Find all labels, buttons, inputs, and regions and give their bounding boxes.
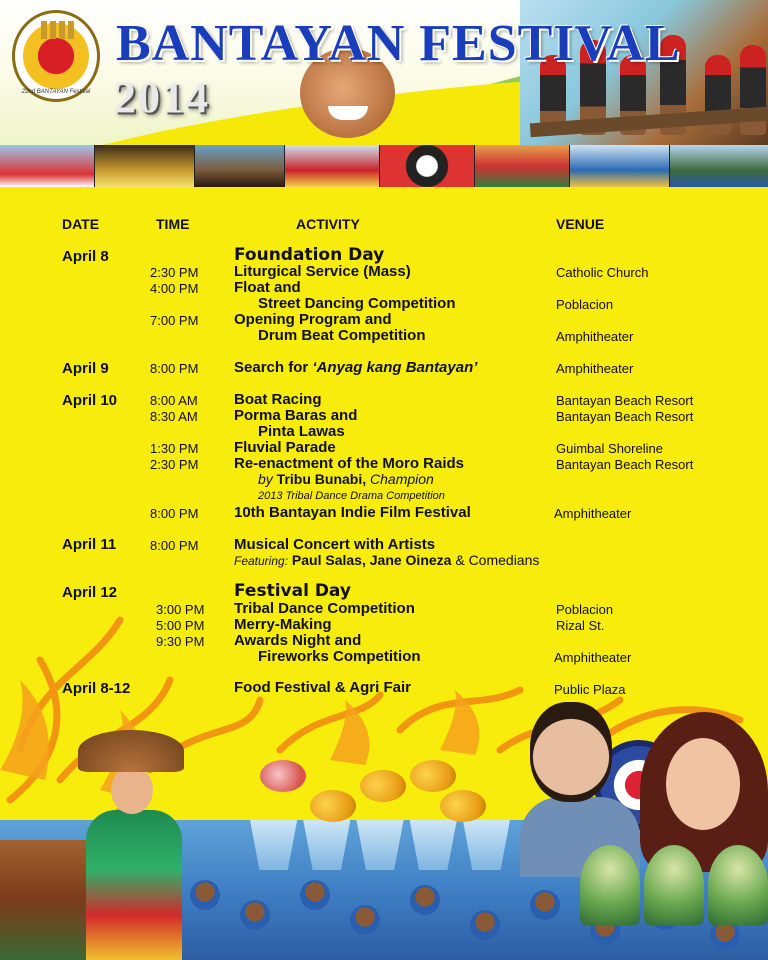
featured-rest: & Comedians	[451, 552, 540, 568]
featuring-label: Featuring:	[234, 554, 289, 568]
activity-continued: Street Dancing Competition	[258, 295, 456, 312]
heading-foundation-day: Foundation Day	[234, 245, 385, 265]
activity: Porma Baras and	[234, 407, 358, 424]
castle-icon	[41, 21, 77, 39]
date-april-8-12: April 8-12	[62, 680, 131, 697]
venue: Amphitheater	[554, 506, 632, 521]
time: 2:30 PM	[150, 265, 199, 280]
venue: Bantayan Beach Resort	[556, 393, 694, 408]
activity: Opening Program and	[234, 311, 392, 328]
artist-paul-salas-photo	[520, 702, 640, 862]
date-april-10: April 10	[62, 392, 118, 409]
header-banner	[0, 0, 768, 145]
fish-costume	[410, 760, 456, 792]
date-april-11: April 11	[62, 536, 117, 553]
date-april-9: April 9	[62, 360, 109, 377]
activity-prefix: Search for	[234, 359, 313, 376]
flower-costume	[260, 760, 306, 792]
date-april-8: April 8	[62, 248, 109, 265]
champion-name: Tribu Bunabi,	[272, 471, 371, 487]
time: 8:00 PM	[150, 538, 199, 553]
photo-strip	[0, 145, 768, 187]
time: 8:30 AM	[150, 409, 198, 424]
activity: Liturgical Service (Mass)	[234, 263, 411, 280]
column-header-activity: ACTIVITY	[296, 216, 360, 232]
time: 8:00 AM	[150, 393, 198, 408]
seal-text: 22nd BANTAYAN Festival	[21, 89, 91, 95]
venue: Amphitheater	[556, 329, 634, 344]
activity: Tribal Dance Competition	[234, 600, 415, 617]
festival-seal-logo	[12, 10, 100, 102]
activity: Food Festival & Agri Fair	[234, 679, 411, 696]
venue: Guimbal Shoreline	[556, 441, 663, 456]
time: 7:00 PM	[150, 313, 199, 328]
activity: Float and	[234, 279, 301, 296]
activity: Boat Racing	[234, 391, 322, 408]
champion-title: Champion	[370, 471, 434, 487]
time: 8:00 PM	[150, 361, 199, 376]
champion-line	[258, 471, 434, 487]
activity: Awards Night and	[234, 632, 362, 649]
featured-artists: Paul Salas, Jane Oineza	[288, 552, 452, 568]
column-header-date: DATE	[62, 216, 100, 232]
activity-continued: Pinta Lawas	[258, 423, 345, 440]
drums	[580, 845, 768, 925]
champion-note: 2013 Tribal Dance Drama Competition	[258, 490, 445, 502]
venue: Public Plaza	[554, 682, 626, 697]
column-header-venue: VENUE	[556, 216, 605, 232]
woman-in-native-hat	[78, 730, 188, 960]
activity: Fluvial Parade	[234, 439, 336, 456]
fish-costume	[360, 770, 406, 802]
venue: Bantayan Beach Resort	[556, 457, 694, 472]
time: 9:30 PM	[156, 634, 205, 649]
column-header-time: TIME	[156, 216, 190, 232]
activity-title-italic: ‘Anyag kang Bantayan’	[312, 359, 478, 376]
time: 3:00 PM	[156, 602, 205, 617]
venue: Amphitheater	[556, 361, 634, 376]
date-april-12: April 12	[62, 584, 118, 601]
activity-continued: Drum Beat Competition	[258, 327, 426, 344]
activity: Musical Concert with Artists	[234, 536, 436, 553]
activity: Re-enactment of the Moro Raids	[234, 455, 465, 472]
activity	[234, 359, 477, 376]
time: 5:00 PM	[156, 618, 205, 633]
crowd-photo	[0, 840, 90, 960]
venue: Poblacion	[556, 297, 614, 312]
featuring-line	[234, 552, 539, 568]
fish-costume	[440, 790, 486, 822]
activity: Merry-Making	[234, 616, 332, 633]
venue: Poblacion	[556, 602, 614, 617]
activity-continued: Fireworks Competition	[258, 648, 421, 665]
venue: Catholic Church	[556, 265, 649, 280]
venue: Rizal St.	[556, 618, 605, 633]
venue: Amphitheater	[554, 650, 632, 665]
time: 8:00 PM	[150, 506, 199, 521]
time: 2:30 PM	[150, 457, 199, 472]
time: 1:30 PM	[150, 441, 199, 456]
fish-costume	[310, 790, 356, 822]
activity: 10th Bantayan Indie Film Festival	[234, 504, 471, 521]
festival-title: BANTAYAN FESTIVAL	[116, 15, 681, 72]
venue: Bantayan Beach Resort	[556, 409, 694, 424]
heading-festival-day: Festival Day	[234, 581, 351, 601]
festival-year: 2014	[114, 73, 210, 122]
by-label: by	[258, 471, 273, 487]
time: 4:00 PM	[150, 281, 199, 296]
